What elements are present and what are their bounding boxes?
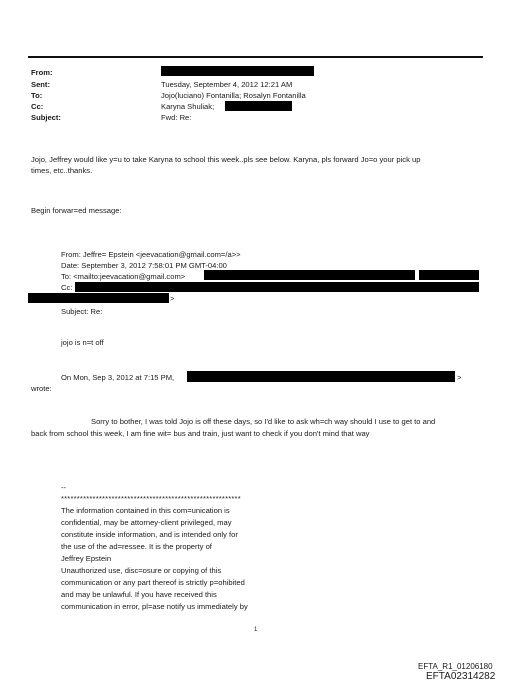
signature-stars: ********************************************************* bbox=[61, 494, 241, 503]
quote-wrote: wrote: bbox=[31, 384, 52, 393]
forwarded-intro: Begin forwar=ed message: bbox=[31, 206, 122, 215]
signature-line: communication in error, pl=ase notify us immediately by bbox=[61, 602, 248, 611]
from-redaction bbox=[161, 66, 314, 76]
fwd-cc-redaction-2 bbox=[28, 293, 169, 303]
to-value: Jojo(luciano) Fontanilla; Rosalyn Fontanilla bbox=[161, 91, 306, 100]
cc-value: Karyna Shuliak; bbox=[161, 102, 215, 111]
quote-sender-redaction bbox=[187, 371, 455, 382]
signature-line: confidential, may be attorney-client privileged, may bbox=[61, 518, 232, 527]
quote-tail: > bbox=[457, 373, 462, 382]
fwd-from: From: Jeffre= Epstein <jeevacation@gmail.com=/a>> bbox=[61, 250, 241, 259]
signature-line: The information contained in this com=unication is bbox=[61, 506, 230, 515]
page-number: 1 bbox=[254, 627, 258, 633]
fwd-date: Date: September 3, 2012 7:58:01 PM GMT-04:00 bbox=[61, 261, 227, 270]
cc-label: Cc: bbox=[31, 102, 44, 111]
fwd-to-redaction-2 bbox=[419, 270, 479, 280]
signature-line: communication or any part thereof is strictly p=ohibited bbox=[61, 578, 245, 587]
subject-label: Subject: bbox=[31, 113, 61, 122]
fwd-cc-tail: > bbox=[170, 294, 175, 303]
from-label: From: bbox=[31, 68, 53, 77]
signature-line: Unauthorized use, disc=osure or copying of this bbox=[61, 566, 222, 575]
fwd-to-redaction bbox=[204, 270, 415, 280]
header-top-rule bbox=[28, 56, 483, 58]
body-line-2: times, etc..thanks. bbox=[31, 166, 93, 175]
sent-value: Tuesday, September 4, 2012 12:21 AM bbox=[161, 80, 293, 89]
to-label: To: bbox=[31, 91, 43, 100]
fwd-cc-redaction bbox=[75, 282, 479, 292]
bates-number-secondary: EFTA02314282 bbox=[426, 671, 496, 682]
signature-line: constitute inside information, and is intended only for bbox=[61, 530, 238, 539]
quote-on: On Mon, Sep 3, 2012 at 7:15 PM, bbox=[61, 373, 175, 382]
fwd-cc: Cc: bbox=[61, 283, 73, 292]
quoted-message-line-2: back from school this week, I am fine wit= bus and train, just want to check if you don't mind that way bbox=[31, 429, 370, 438]
fwd-subject: Subject: Re: bbox=[61, 307, 103, 316]
fwd-to: To: <mailto:jeevacation@gmail.com> bbox=[61, 272, 186, 281]
signature-line: and may be unlawful. If you have received this bbox=[61, 590, 217, 599]
body-line-1: Jojo, Jeffrey would like y=u to take Karyna to school this week..pls see below. Karyna, pls forward Jo=o your pick up bbox=[31, 155, 421, 164]
signature-dashes: -- bbox=[61, 483, 67, 492]
bates-number-primary: EFTA_R1_01206180 bbox=[418, 662, 493, 671]
signature-line: the use of the ad=ressee. It is the property of bbox=[61, 542, 212, 551]
quoted-message-line-1: Sorry to bother, I was told Jojo is off these days, so I'd like to ask wh=ch way should I use to get to and bbox=[91, 417, 436, 426]
signature-line: Jeffrey Epstein bbox=[61, 554, 112, 563]
sent-label: Sent: bbox=[31, 80, 50, 89]
subject-value: Fwd: Re: bbox=[161, 113, 192, 122]
fwd-reply: jojo is n=t off bbox=[61, 338, 104, 347]
cc-redaction bbox=[225, 101, 292, 111]
